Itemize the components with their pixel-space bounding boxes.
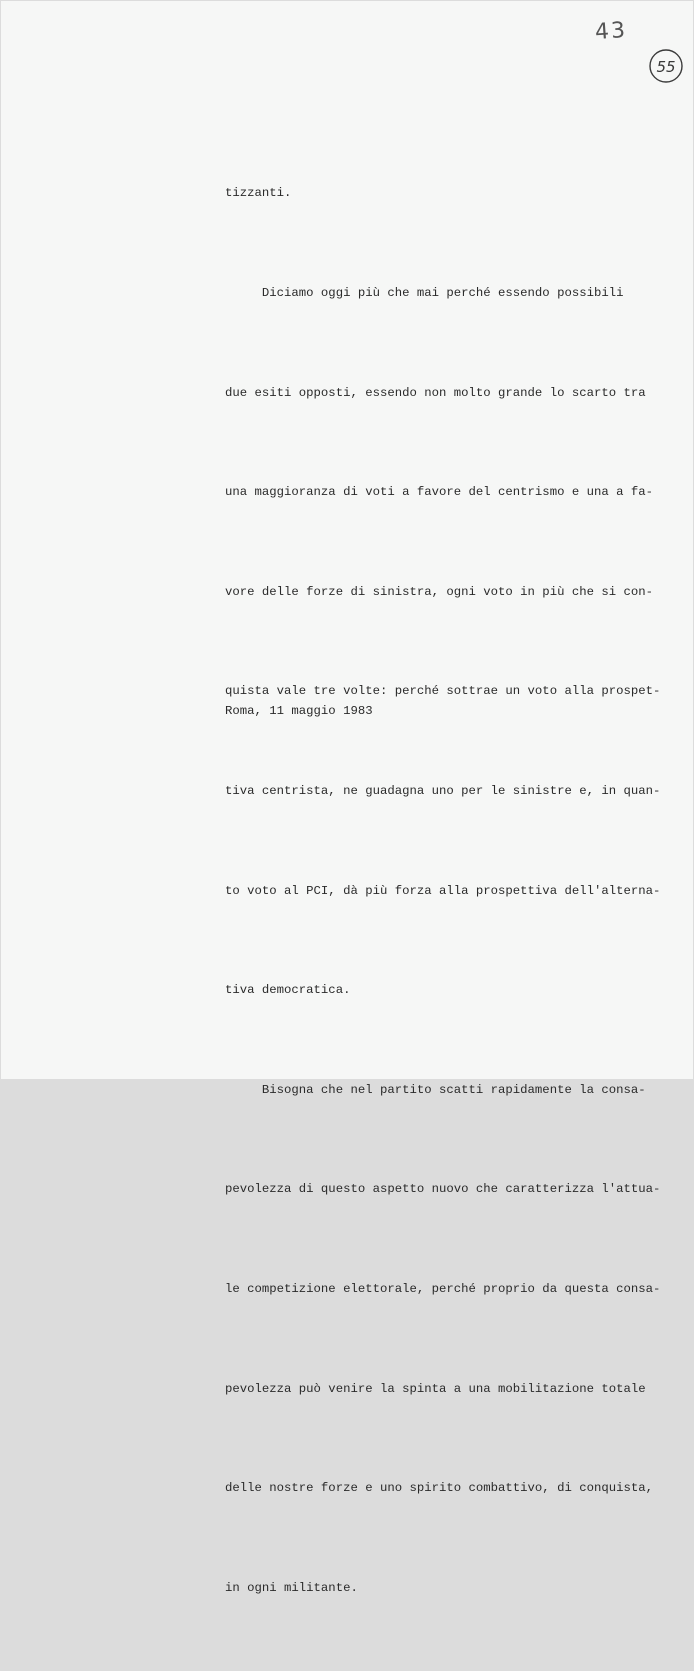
body-line: una maggioranza di voti a favore del centrismo e una a fa-: [225, 485, 654, 500]
body-line: Bisogna che nel partito scatti rapidamente la consa-: [225, 1082, 646, 1097]
body-line: tiva democratica.: [225, 983, 351, 998]
place-date-closing: Roma, 11 maggio 1983: [225, 704, 373, 718]
body-line: delle nostre forze e uno spirito combattivo, di conquista,: [225, 1481, 654, 1496]
body-line: pevolezza può venire la spinta a una mobilitazione totale: [225, 1381, 646, 1396]
stamp-text: 55: [656, 58, 676, 76]
body-line: le competizione elettorale, perché proprio da questa consa-: [225, 1281, 661, 1296]
body-line: in ogni militante.: [225, 1580, 358, 1595]
body-line: due esiti opposti, essendo non molto grande lo scarto tra: [225, 385, 646, 400]
body-line: tiva centrista, ne guadagna uno per le sinistre e, in quan-: [225, 783, 661, 798]
body-line: Diciamo oggi più che mai perché essendo possibili: [225, 286, 624, 300]
body-line: quista vale tre volte: perché sottrae un voto alla prospet-: [225, 684, 661, 699]
circled-stamp-number: [648, 48, 684, 84]
body-line: tizzanti.: [225, 186, 292, 201]
stamp-circle-icon: [648, 48, 684, 84]
handwritten-page-number: 43: [594, 17, 628, 46]
document-page: [1, 1, 693, 1595]
body-line: to voto al PCI, dà più forza alla prospettiva dell'alterna-: [225, 883, 661, 898]
body-line: vore delle forze di sinistra, ogni voto in più che si con-: [225, 584, 654, 599]
body-line: pevolezza di questo aspetto nuovo che caratterizza l'attua-: [225, 1182, 661, 1197]
letter-body: [225, 111, 661, 1671]
